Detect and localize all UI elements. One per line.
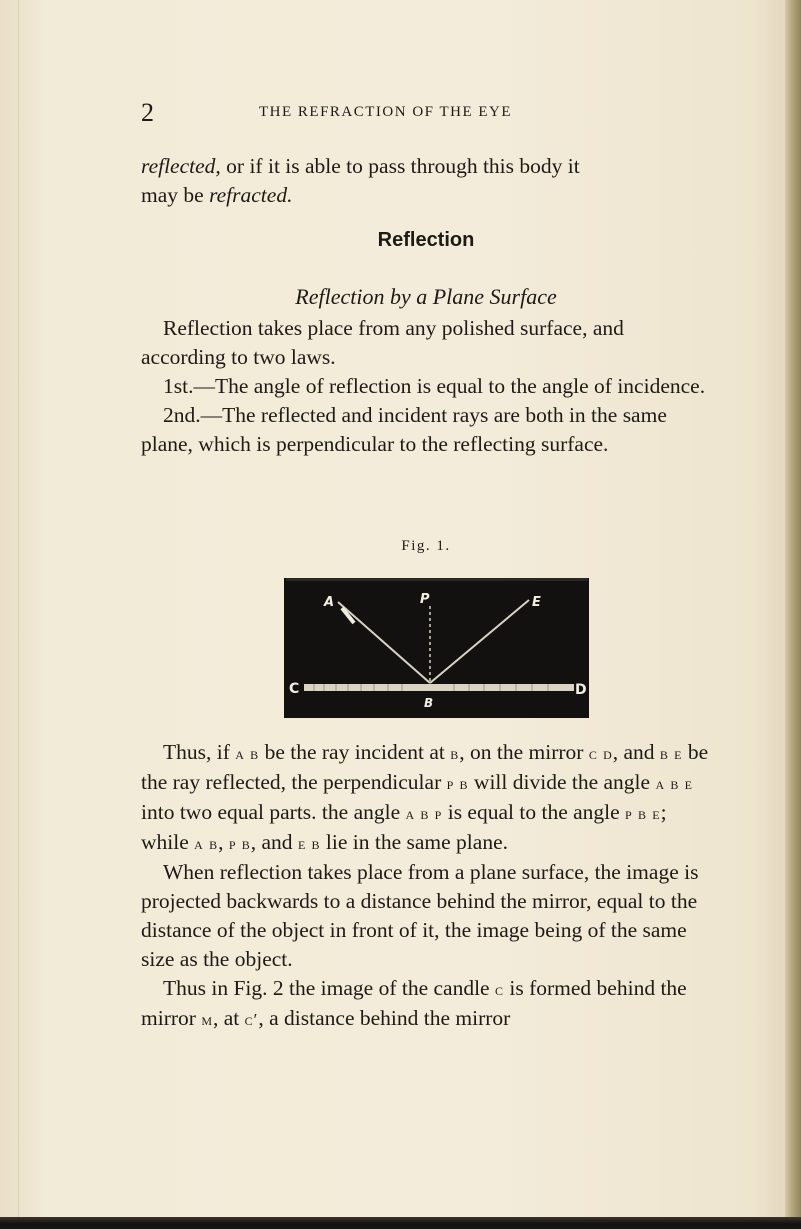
p6-text-1: Thus in Fig. 2 the image of the candle	[163, 976, 495, 1000]
p6-ref-c-prime: c′	[244, 1010, 259, 1029]
p4-text-12: lie in the same plane.	[320, 830, 508, 854]
reflection-diagram	[284, 578, 589, 718]
figure-caption: Fig. 1.	[401, 538, 451, 554]
p4-ref-pb-2: p b	[228, 834, 251, 853]
paragraph-5: When reflection takes place from a plane surface, the image is projected backwards to a distance behind the mirror, equal to the distance of the object in front of it, the image being of the same size as the object.	[141, 860, 699, 971]
laws-text	[141, 314, 711, 459]
paragraph-3: 2nd.—The reflected and incident rays are both in the same plane, which is perpendicular to the reflecting surface.	[141, 403, 667, 456]
p6-text-2: is formed behind the mirror	[141, 976, 687, 1030]
paragraph-1: Reflection takes place from any polished surface, and according to two laws.	[141, 316, 624, 369]
subsection-heading: Reflection by a Plane Surface	[295, 284, 557, 309]
intro-italic-reflected: reflected,	[141, 154, 221, 178]
paragraph-2: 1st.—The angle of reflection is equal to the angle of incidence.	[163, 374, 706, 398]
p4-text-10: ,	[218, 830, 229, 854]
intro-italic-refracted: refracted.	[209, 183, 293, 207]
label-a: A	[324, 595, 335, 610]
p4-ref-pb: p b	[446, 774, 469, 793]
p4-ref-abp: a b p	[405, 804, 443, 823]
mirror-cd	[304, 684, 574, 691]
p4-ref-b: b	[450, 744, 460, 763]
page-edge-bottom	[0, 1217, 801, 1229]
intro-line-1	[141, 152, 711, 181]
p4-text-8: is equal to the angle	[442, 800, 626, 824]
p4-text-7: into two equal parts. the angle	[141, 800, 406, 824]
label-p: P	[420, 592, 430, 607]
label-d: D	[575, 682, 587, 698]
p4-ref-abe: a b e	[655, 774, 693, 793]
p6-ref-c: c	[494, 980, 504, 999]
intro-line-1-rest: or if it is able to pass through this body it	[220, 154, 580, 178]
label-e: E	[532, 595, 541, 610]
p4-ref-be: b e	[659, 744, 683, 763]
p6-text-4: , a distance behind the mirror	[258, 1006, 511, 1030]
p4-text-1: Thus, if	[163, 740, 236, 764]
p4-ref-cd: c d	[588, 744, 613, 763]
diagram-top-edge	[286, 578, 588, 581]
p4-text-4: , and	[612, 740, 660, 764]
label-c: C	[289, 681, 300, 697]
p4-text-2: be the ray incident at	[259, 740, 451, 764]
label-b: B	[424, 696, 434, 710]
running-head	[141, 98, 701, 127]
section-heading: Reflection	[377, 229, 475, 251]
p4-text-5: be the ray reflected, the perpendicular	[141, 740, 709, 794]
p4-ref-ab-2: a b	[194, 834, 219, 853]
paragraph-4	[141, 738, 711, 858]
page-edge-right	[785, 0, 801, 1229]
p6-text-3: , at	[212, 1006, 245, 1030]
figure-1	[284, 578, 589, 718]
p4-text-9: ; while	[141, 800, 667, 854]
p4-ref-ab: a b	[235, 744, 260, 763]
p4-ref-pbe: p b e	[625, 804, 661, 823]
body-text	[141, 738, 711, 1034]
p4-text-3: , on the mirror	[459, 740, 589, 764]
page-number: 2	[141, 98, 154, 127]
intro-text	[141, 152, 711, 210]
p4-text-6: will divide the angle	[468, 770, 656, 794]
p6-ref-m: m	[201, 1010, 213, 1029]
page-gutter-shadow	[18, 0, 19, 1229]
running-head-title: THE REFRACTION OF THE EYE	[259, 104, 513, 120]
intro-line-2-start: may be	[141, 183, 210, 207]
p4-text-11: , and	[250, 830, 298, 854]
p4-ref-eb: e b	[297, 834, 321, 853]
paragraph-6	[141, 974, 711, 1034]
intro-line-2	[141, 181, 711, 210]
